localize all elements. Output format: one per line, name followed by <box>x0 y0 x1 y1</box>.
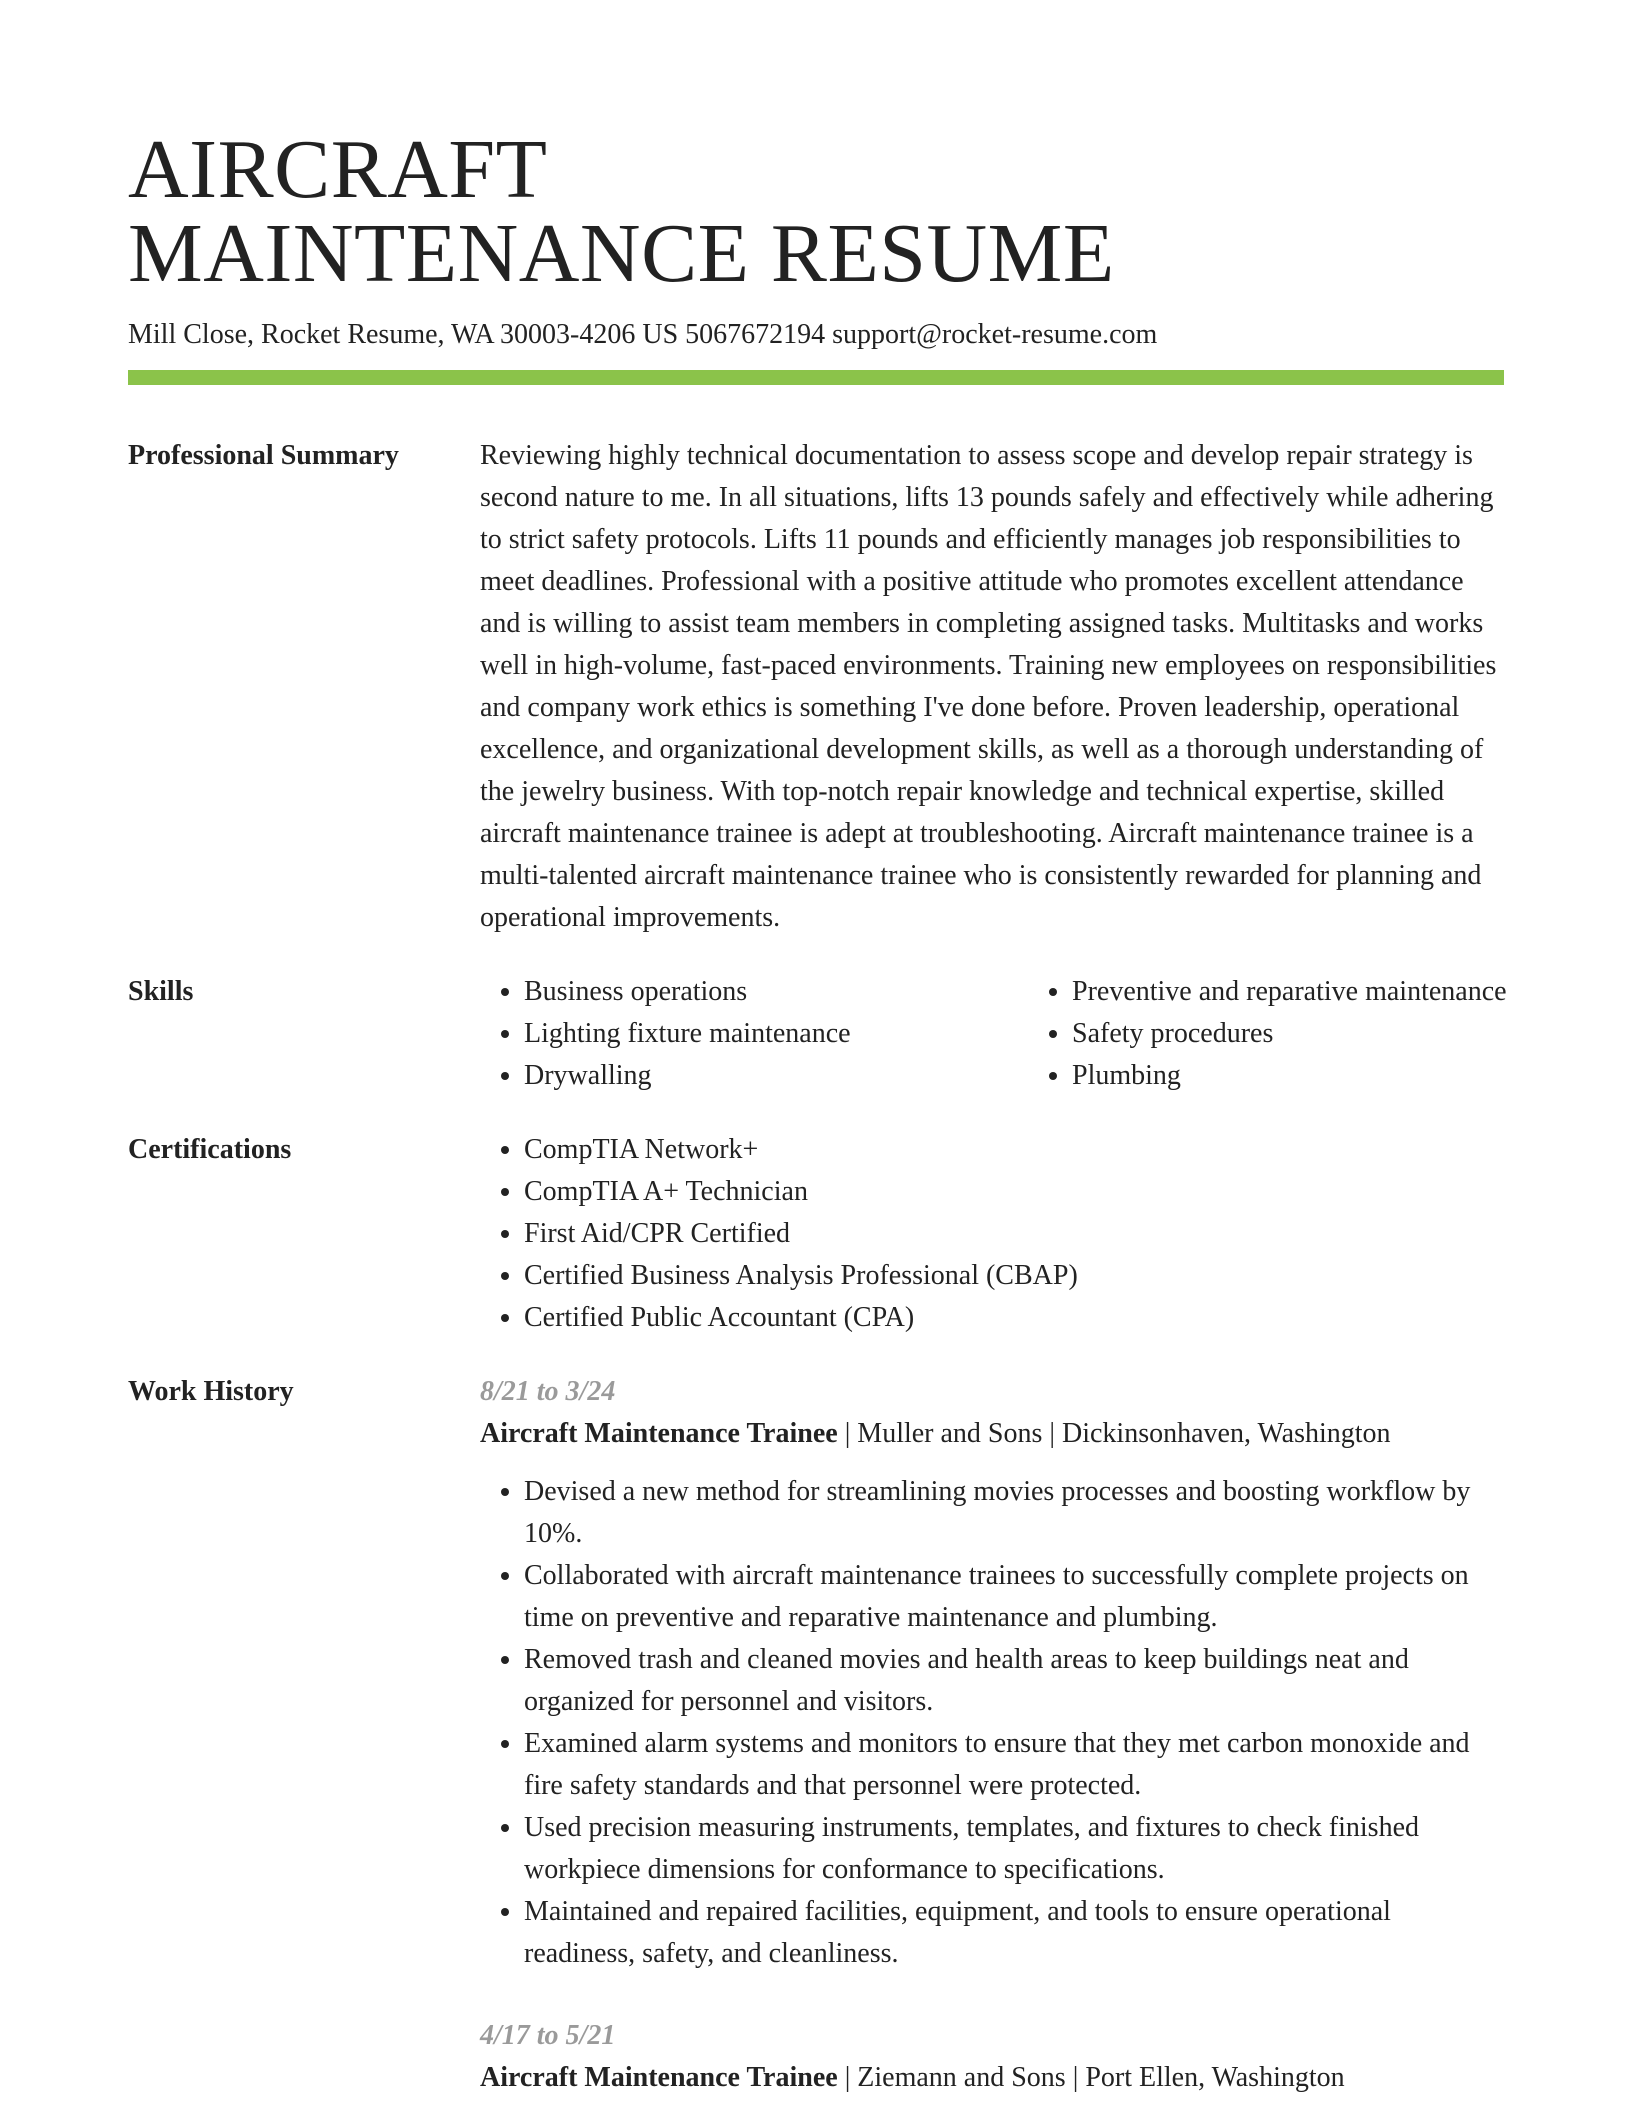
skill-item: • Lighting fixture maintenance <box>524 1013 1028 1055</box>
accent-divider <box>128 370 1504 385</box>
job-bullet: • Devised a new method for streamlining movies processes and boosting workflow by 10%. <box>524 1471 1504 1555</box>
work-history-section <box>128 1371 1504 2099</box>
job-bullet: • Maintained and repaired facilities, equipment, and tools to ensure operational readiness, safety, and cleanliness. <box>524 1891 1504 1975</box>
job-dates: 8/21 to 3/24 <box>480 1376 616 1407</box>
certification-item: • Certified Business Analysis Professional (CBAP) <box>524 1255 1504 1297</box>
job-entry <box>480 2015 1504 2099</box>
job-title: Aircraft Maintenance Trainee <box>480 2062 838 2093</box>
certifications-list <box>480 1129 1504 1339</box>
resume-title <box>128 123 1504 300</box>
contact-info: Mill Close, Rocket Resume, WA 30003-4206 US 5067672194 support@rocket-resume.com <box>128 319 1158 350</box>
job-dates: 4/17 to 5/21 <box>480 2020 616 2051</box>
job-entry <box>480 1371 1504 1975</box>
skill-item: • Business operations <box>524 971 1028 1013</box>
skills-list <box>480 971 1576 1097</box>
job-bullet: • Removed trash and cleaned movies and health areas to keep buildings neat and organized for personnel and visitors. <box>524 1639 1504 1723</box>
certification-item: • First Aid/CPR Certified <box>524 1213 1504 1255</box>
title-line-2: MAINTENANCE RESUME <box>128 207 1115 300</box>
job-title: Aircraft Maintenance Trainee <box>480 1418 838 1449</box>
resume-page <box>128 123 1507 2099</box>
skill-item: • Safety procedures <box>1072 1013 1576 1055</box>
summary-text: Reviewing highly technical documentation to assess scope and develop repair strategy is second nature to me. In all situations, lifts 13 pounds safely and effectively while adhering to strict safety protocols. Lifts 11 pounds and efficiently manages job responsibilities to meet deadlines. Professional with a positive attitude who promotes excellent attendance and is willing to assist team members in completing assigned tasks. Multitasks and works well in high-volume, fast-paced environments. Training new employees on responsibilities and company work ethics is something I've done before. Proven leadership, operational excellence, and organizational development skills, as well as a thorough understanding of the jewelry business. With top-notch repair knowledge and technical expertise, skilled aircraft maintenance trainee is adept at troubleshooting. Aircraft maintenance trainee is a multi-talented aircraft maintenance trainee who is consistently rewarded for planning and operational improvements. <box>480 440 1497 933</box>
certification-item: • CompTIA Network+ <box>524 1129 1504 1171</box>
title-line-1: AIRCRAFT <box>128 123 548 216</box>
job-details: | Ziemann and Sons | Port Ellen, Washington <box>837 2062 1345 2093</box>
job-heading <box>480 2057 1504 2099</box>
certification-item: • CompTIA A+ Technician <box>524 1171 1504 1213</box>
job-bullet: • Examined alarm systems and monitors to ensure that they met carbon monoxide and fire safety standards and that personnel were protected. <box>524 1723 1504 1807</box>
certifications-section <box>128 1129 1504 1339</box>
job-bullet: • Collaborated with aircraft maintenance trainees to successfully complete projects on time on preventive and reparative maintenance and plumbing. <box>524 1555 1504 1639</box>
certifications-label: Certifications <box>128 1134 292 1165</box>
skills-section <box>128 971 1507 1097</box>
skill-item: • Preventive and reparative maintenance <box>1072 971 1576 1013</box>
job-bullet: • Used precision measuring instruments, templates, and fixtures to check finished workpiece dimensions for conformance to specifications. <box>524 1807 1504 1891</box>
skills-column-left <box>480 971 1028 1097</box>
skills-column-right <box>1028 971 1576 1097</box>
job-heading <box>480 1413 1504 1455</box>
summary-label: Professional Summary <box>128 440 399 471</box>
summary-section <box>128 435 1504 939</box>
skills-label: Skills <box>128 976 194 1007</box>
skill-item: • Drywalling <box>524 1055 1028 1097</box>
job-bullets <box>480 1471 1504 1975</box>
work-history-label: Work History <box>128 1376 294 1407</box>
skill-item: • Plumbing <box>1072 1055 1576 1097</box>
job-details: | Muller and Sons | Dickinsonhaven, Washington <box>837 1418 1391 1449</box>
certification-item: • Certified Public Accountant (CPA) <box>524 1297 1504 1339</box>
